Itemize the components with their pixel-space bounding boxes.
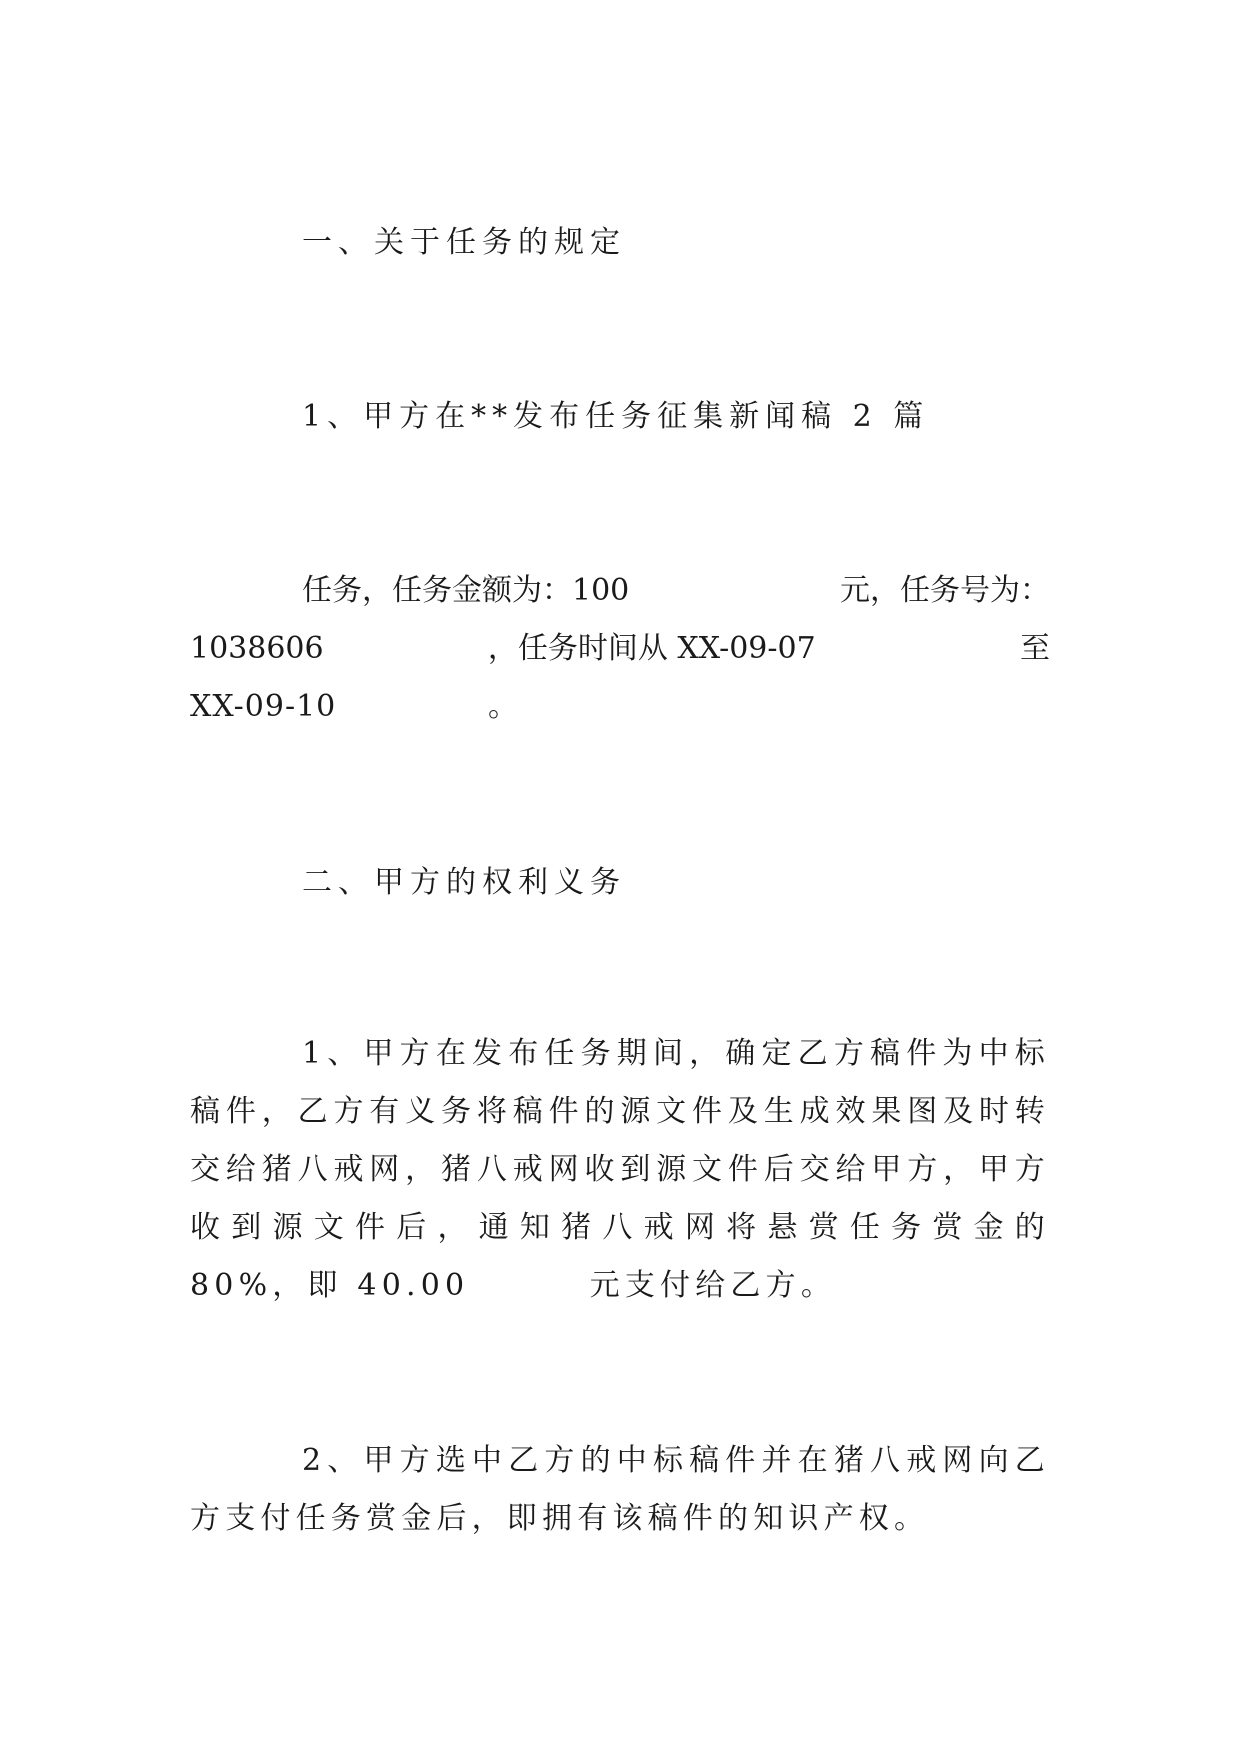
section-2-item-1: 1、甲方在发布任务期间，确定乙方稿件为中标稿件，乙方有义务将稿件的源文件及生成效果图及时转交给猪八戒网，猪八戒网收到源文件后交给甲方，甲方收到源文件后，通知猪八戒网将悬赏任务赏金的 80%，即 40.00 元支付给乙方。	[190, 1036, 1050, 1303]
task-amount-line	[190, 572, 1050, 610]
task-amount-text: 任务，任务金额为：100	[302, 573, 630, 608]
task-number-label: 元，任务号为：	[840, 573, 1050, 608]
section-1-heading: 一、关于任务的规定	[302, 225, 626, 260]
section-2-heading: 二、甲方的权利义务	[302, 865, 626, 900]
task-start-date: ，任务时间从 XX-09-07	[487, 631, 816, 666]
task-number-line	[190, 630, 1050, 668]
section-2-item-2: 2、甲方选中乙方的中标稿件并在猪八戒网向乙方支付任务赏金后，即拥有该稿件的知识产权。	[190, 1443, 1050, 1536]
task-date-separator: 至	[1019, 631, 1050, 666]
task-end-date: XX-09-10	[190, 689, 337, 724]
section-1-item-1: 1、甲方在**发布任务征集新闻稿 2 篇	[302, 399, 930, 434]
task-end-period: 。	[488, 689, 519, 724]
task-number-value: 1038606	[190, 631, 324, 666]
task-end-line	[190, 688, 519, 726]
